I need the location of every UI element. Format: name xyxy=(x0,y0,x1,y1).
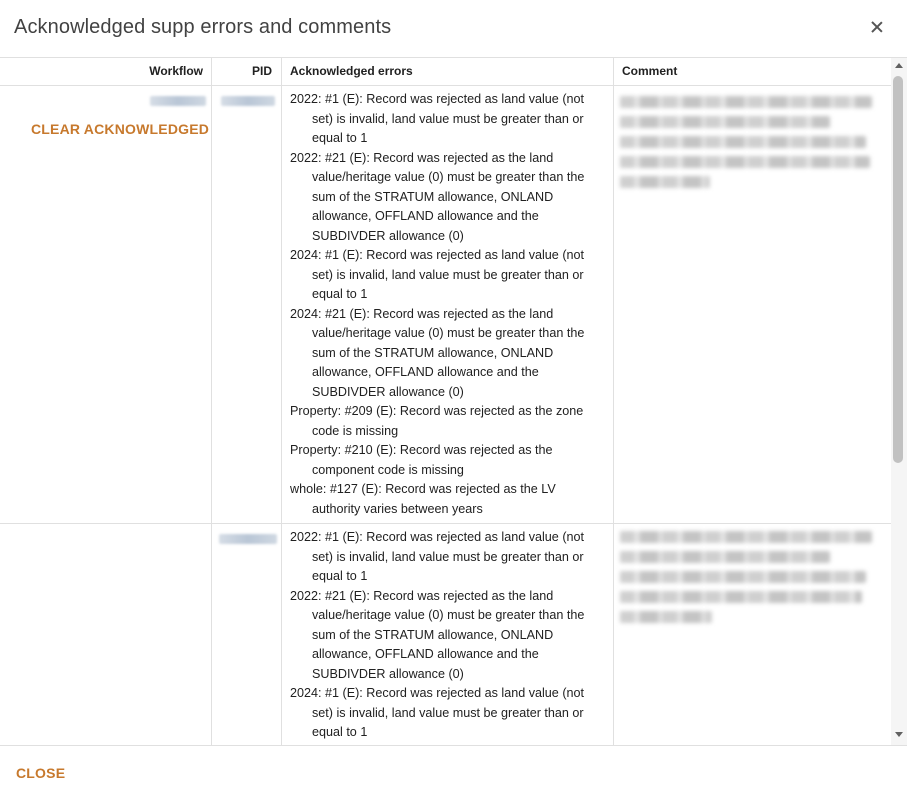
redacted-pid xyxy=(221,96,275,106)
pid-cell xyxy=(212,86,282,523)
column-header-workflow[interactable]: Workflow xyxy=(0,58,212,85)
close-button[interactable]: CLOSE xyxy=(16,765,66,781)
clear-acknowledged-button[interactable]: CLEAR ACKNOWLEDGED xyxy=(31,121,210,137)
redacted-comment-line xyxy=(620,156,870,168)
table-row xyxy=(0,86,891,524)
redacted-comment-line xyxy=(620,551,830,563)
table-header xyxy=(0,58,891,86)
workflow-cell xyxy=(0,524,212,745)
error-item: 2022: #21 (E): Record was rejected as the land value/heritage value (0) must be greater than the sum of the STRATUM allowance, ONLAND allowance, OFFLAND allowance and the SUBDIVDER allowance (0) xyxy=(290,588,585,681)
error-item: 2024: #1 (E): Record was rejected as land value (not set) is invalid, land value must be greater than or equal to 1 xyxy=(290,248,585,301)
column-header-pid[interactable]: PID xyxy=(212,58,282,85)
redacted-comment-line xyxy=(620,591,862,603)
comment-cell xyxy=(614,86,891,523)
errors-table xyxy=(0,58,907,745)
redacted-comment-line xyxy=(620,571,866,583)
redacted-comment-line xyxy=(620,611,712,623)
scroll-up-arrow-icon[interactable] xyxy=(895,63,903,68)
redacted-workflow xyxy=(150,96,206,106)
error-item: 2022: #21 (E): Record was rejected as the land value/heritage value (0) must be greater than the sum of the STRATUM allowance, ONLAND allowance, OFFLAND allowance and the SUBDIVDER allowance (0) xyxy=(290,150,585,243)
scrollbar-thumb[interactable] xyxy=(893,76,903,463)
redacted-comment-line xyxy=(620,96,872,108)
close-icon[interactable] xyxy=(866,16,888,38)
dialog-header xyxy=(0,0,907,58)
table-row xyxy=(0,524,891,745)
column-header-comment[interactable]: Comment xyxy=(622,64,678,78)
scroll-down-arrow-icon[interactable] xyxy=(895,732,903,737)
vertical-scrollbar[interactable] xyxy=(891,58,907,745)
error-item: 2022: #1 (E): Record was rejected as land value (not set) is invalid, land value must be greater than or equal to 1 xyxy=(290,92,585,145)
error-item: 2024: #1 (E): Record was rejected as land value (not set) is invalid, land value must be greater than or equal to 1 xyxy=(290,686,585,739)
error-item: 2022: #1 (E): Record was rejected as land value (not set) is invalid, land value must be greater than or equal to 1 xyxy=(290,530,585,583)
dialog-title: Acknowledged supp errors and comments xyxy=(14,16,392,38)
error-item: Property: #209 (E): Record was rejected as the zone code is missing xyxy=(290,404,584,438)
redacted-comment-line xyxy=(620,531,872,543)
comment-cell xyxy=(614,524,891,745)
pid-cell xyxy=(212,524,282,745)
workflow-cell xyxy=(0,86,212,523)
error-item: 2024: #21 (E): Record was rejected as the land value/heritage value (0) must be greater than the sum of the STRATUM allowance, ONLAND allowance, OFFLAND allowance and the SUBDIVDER allowance (0) xyxy=(290,306,585,399)
column-header-acknowledged-errors[interactable]: Acknowledged errors xyxy=(282,58,614,85)
redacted-comment-line xyxy=(620,136,866,148)
error-item: Property: #210 (E): Record was rejected as the component code is missing xyxy=(290,443,553,477)
redacted-comment-line xyxy=(620,176,710,188)
redacted-comment-line xyxy=(620,116,830,128)
acknowledged-errors-cell xyxy=(282,524,614,745)
dialog-footer xyxy=(0,745,907,798)
redacted-pid xyxy=(219,534,277,544)
error-item: whole: #127 (E): Record was rejected as the LV authority varies between years xyxy=(290,482,556,516)
acknowledged-errors-cell xyxy=(282,86,614,523)
table-body xyxy=(0,86,891,745)
